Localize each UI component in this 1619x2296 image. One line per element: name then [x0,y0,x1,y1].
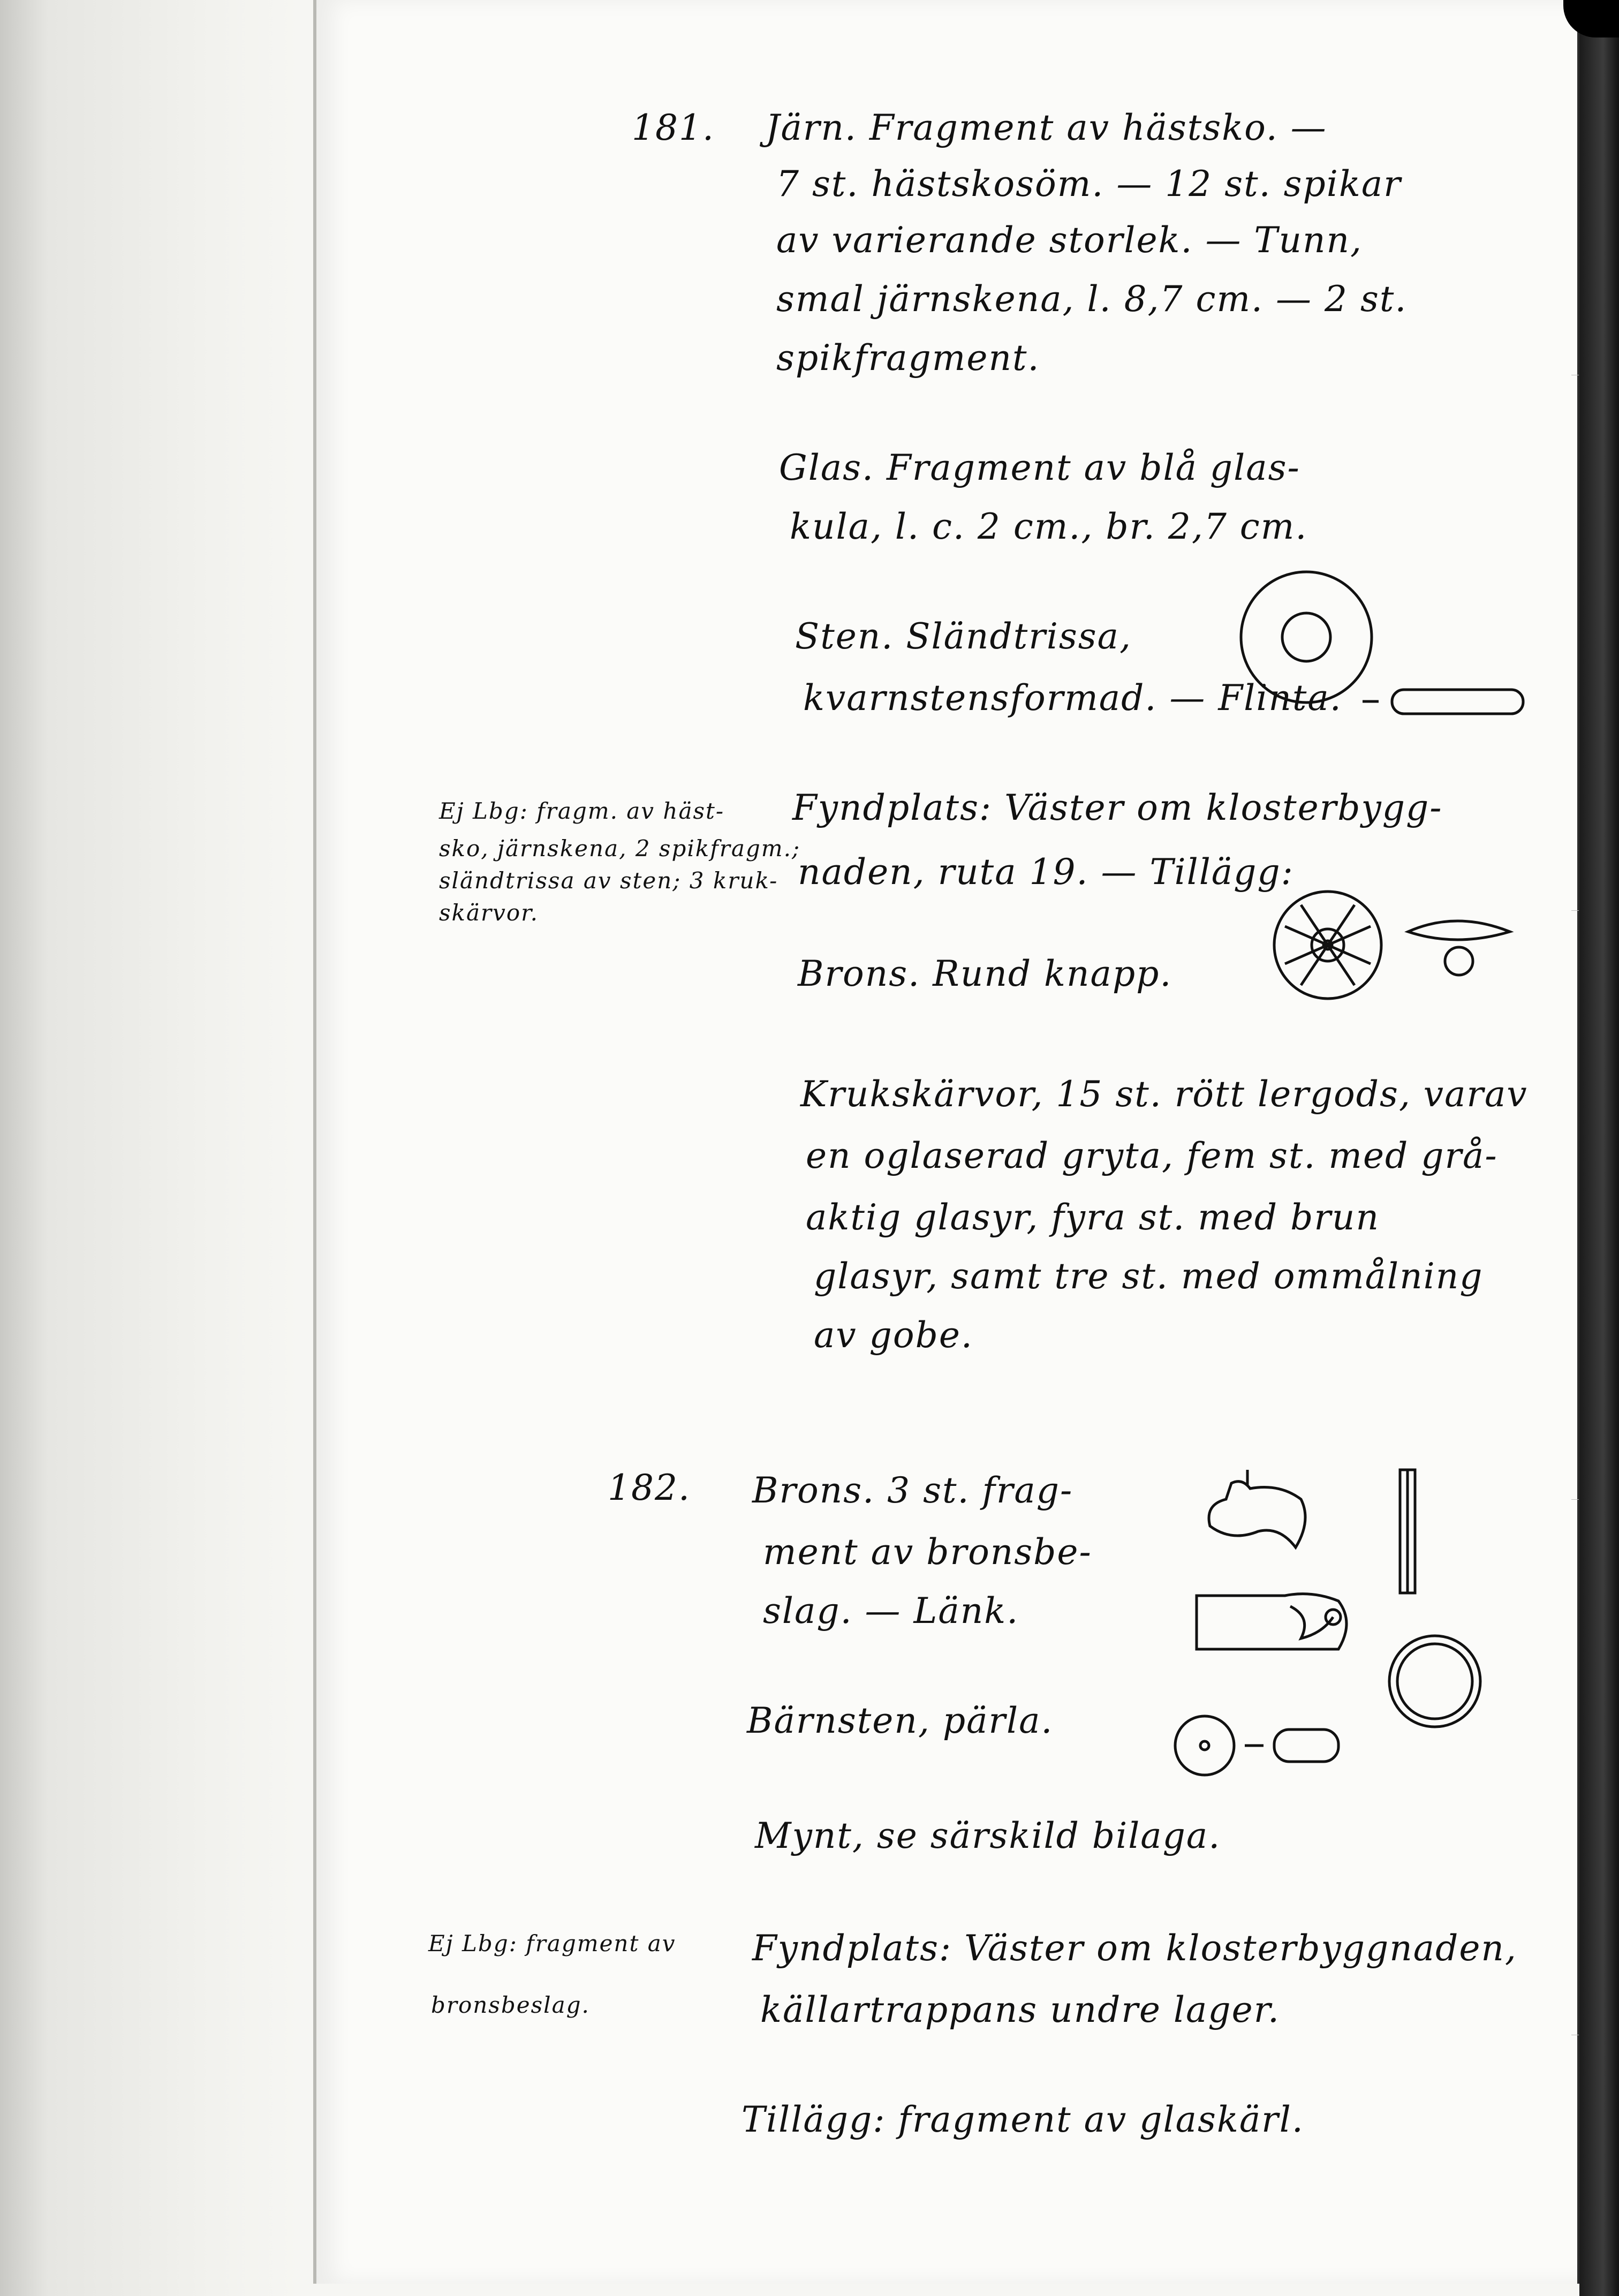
entry-line: Glas. Fragment av blå glas- [779,447,1300,488]
entry-line: Krukskärvor, 15 st. rött lergods, varav [800,1074,1528,1115]
notebook-binding [1579,0,1619,2296]
margin-note-line: sko, järnskena, 2 spikfragm.; [439,835,801,862]
margin-note-line: Ej Lbg: fragm. av häst- [439,798,725,824]
margin-gridline [1571,910,1579,911]
entry-line: Fyndplats: Väster om klosterbygg- [792,787,1443,828]
button-profile-sketch [1403,910,1515,985]
bronze-fragment-sketch [1199,1462,1322,1558]
ring-sketch [1381,1628,1488,1735]
entry-line: aktig glasyr, fyra st. med brun [806,1197,1380,1238]
entry-line: kula, l. c. 2 cm., br. 2,7 cm. [790,506,1308,547]
entry-line: av varierande storlek. — Tunn, [776,220,1363,261]
entry-number: 181. [632,107,715,148]
entry-line: Tillägg: fragment av glaskärl. [742,2099,1304,2140]
entry-line: Bärnsten, pärla. [747,1700,1054,1741]
entry-line: en oglaserad gryta, fem st. med grå- [806,1135,1498,1176]
entry-line: Järn. Fragment av hästsko. — [766,107,1327,148]
entry-line: Brons. Rund knapp. [798,953,1172,994]
entry-line: spikfragment. [776,337,1040,379]
entry-line: Brons. 3 st. frag- [752,1470,1073,1511]
entry-number: 182. [608,1467,691,1508]
bronze-strip-sketch [1392,1464,1424,1598]
margin-note-line: bronsbeslag. [431,1992,590,2018]
entry-line: Fyndplats: Väster om klosterbyggnaden, [752,1928,1517,1969]
entry-line: glasyr, samt tre st. med ommålning [814,1256,1484,1297]
bronze-mount-sketch [1189,1585,1360,1665]
entry-line: Mynt, se särskild bilaga. [755,1815,1221,1856]
entry-line: naden, ruta 19. — Tillägg: [798,851,1294,893]
entry-line: källartrappans undre lager. [760,1989,1280,2030]
entry-line: 7 st. hästskosöm. — 12 st. spikar [776,163,1402,205]
bead-sketch [1167,1713,1355,1783]
margin-gridline [1571,1499,1579,1500]
entry-line: ment av bronsbe- [763,1531,1092,1573]
margin-note-line: skärvor. [439,900,539,926]
entry-line: kvarnstensformad. — Flinta. [803,677,1342,719]
entry-line: Sten. Sländtrissa, [795,616,1132,657]
entry-line: smal järnskena, l. 8,7 cm. — 2 st. [776,278,1408,320]
margin-note-line: sländtrissa av sten; 3 kruk- [439,867,778,894]
margin-note-line: Ej Lbg: fragment av [428,1930,676,1957]
button-sketch [1269,889,1392,1007]
spindle-whorl-profile-sketch [1355,680,1531,723]
entry-line: slag. — Länk. [763,1590,1019,1632]
entry-line: av gobe. [814,1315,973,1356]
